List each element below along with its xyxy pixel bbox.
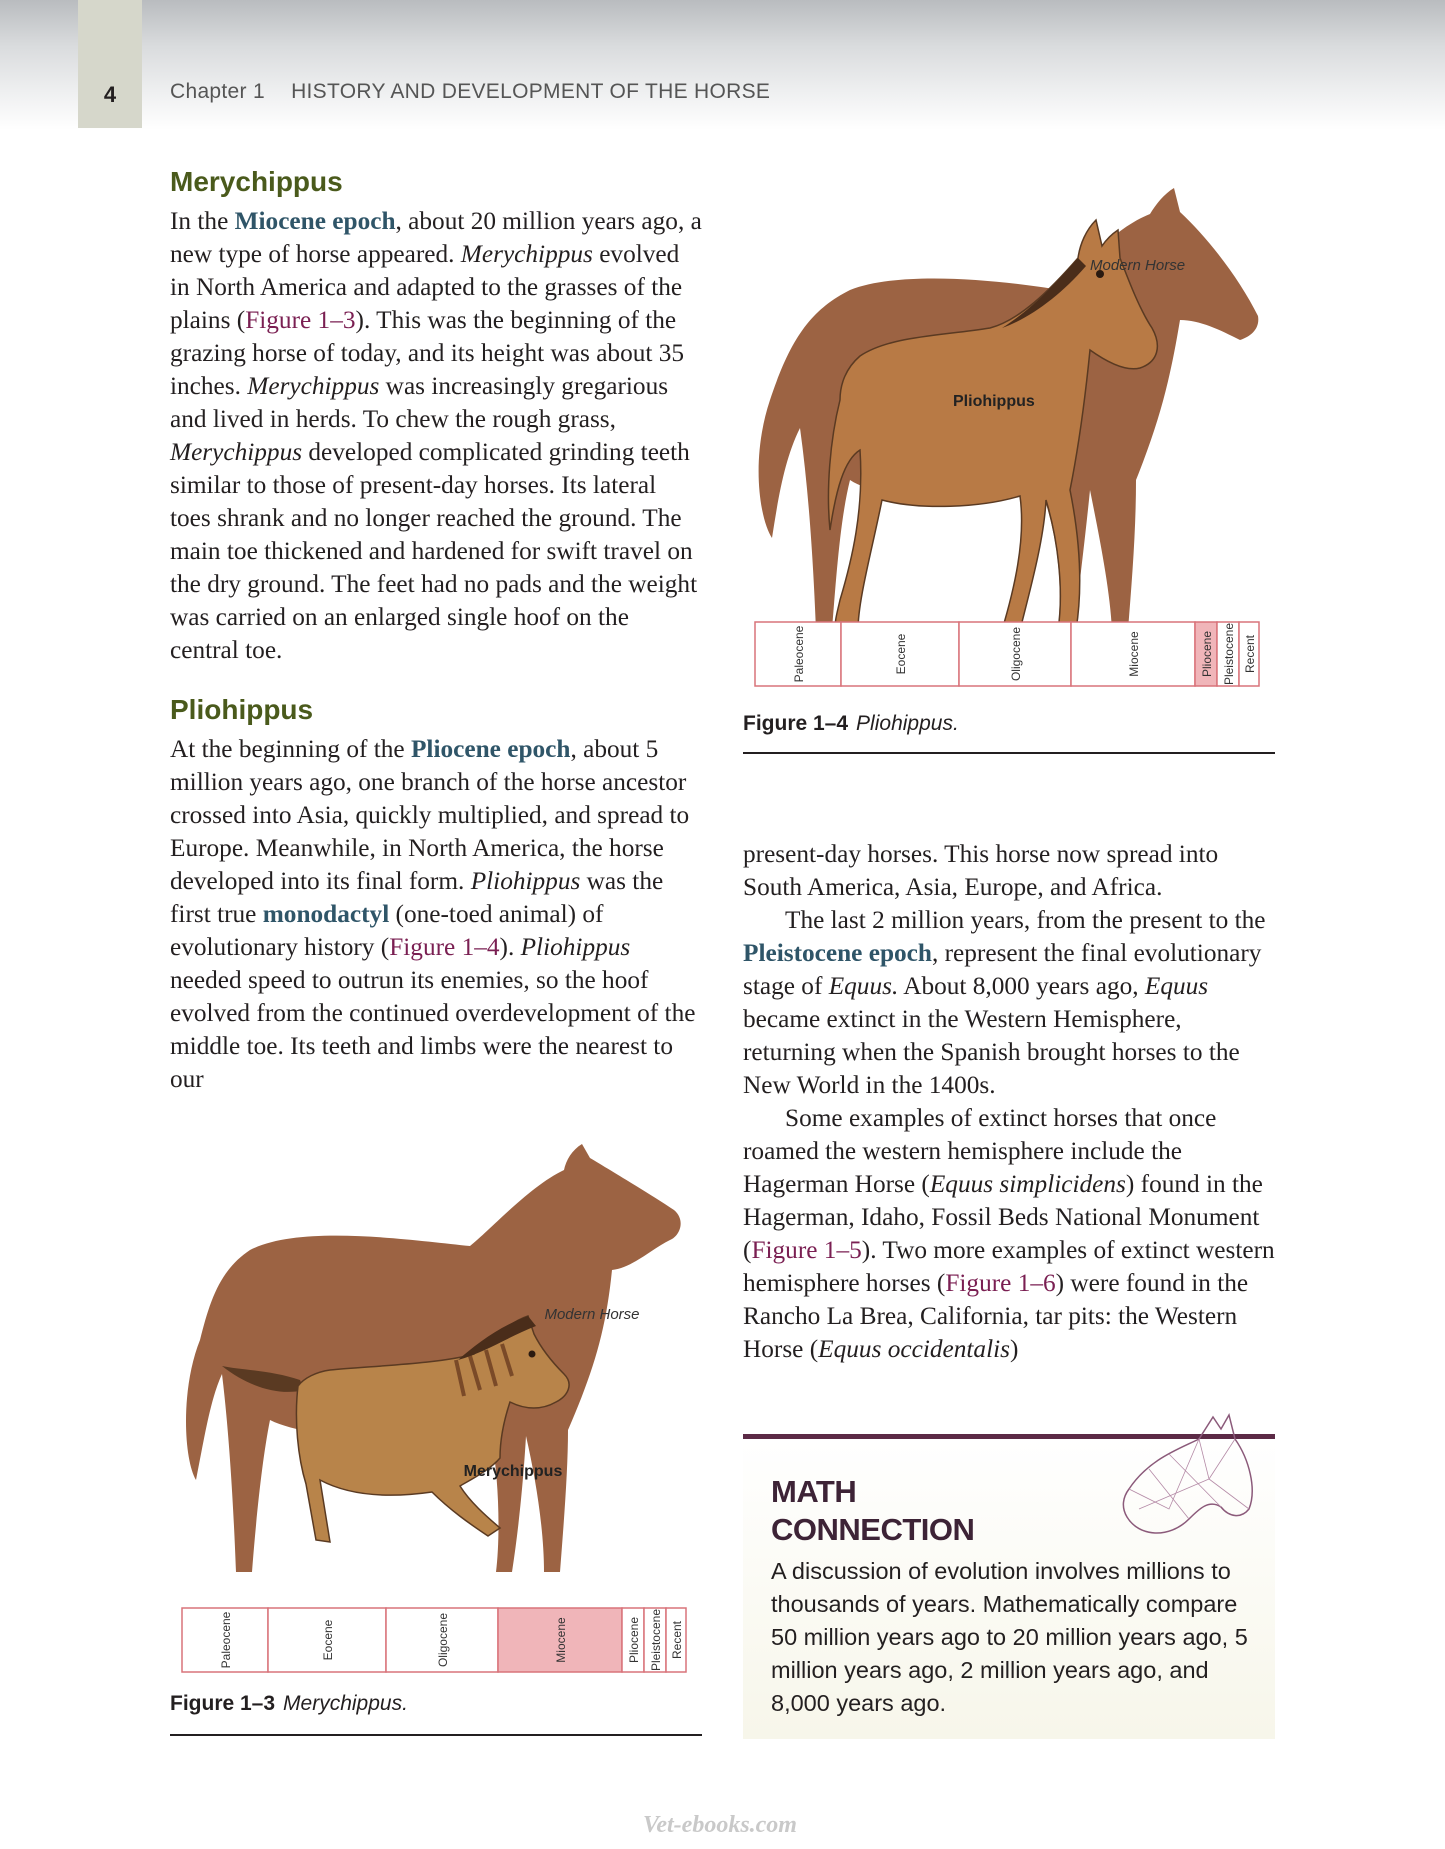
figure-1-4-caption bbox=[743, 712, 959, 736]
merychippus-heading: Merychippus bbox=[170, 166, 343, 197]
modern-horse-label: Modern Horse bbox=[1090, 257, 1186, 274]
modern-horse-label: Modern Horse bbox=[544, 1306, 640, 1323]
figure-1-3-illustration bbox=[170, 1140, 702, 1680]
chapter-label: Chapter 1 bbox=[170, 80, 265, 103]
wireframe-horse-head-icon bbox=[1109, 1409, 1259, 1549]
math-connection-box bbox=[743, 1434, 1275, 1739]
running-head bbox=[170, 80, 770, 104]
term-pleistocene: Pleistocene epoch bbox=[743, 939, 932, 967]
figure-1-3-title: Merychippus. bbox=[283, 1692, 408, 1715]
figure-1-4-number: Figure 1–4 bbox=[743, 712, 849, 735]
epoch-label-recent: Recent bbox=[1243, 634, 1257, 674]
epoch-label-recent: Recent bbox=[670, 1620, 684, 1660]
figure-1-4-rule bbox=[743, 752, 1275, 754]
epoch-label-miocene: Miocene bbox=[1127, 631, 1141, 677]
epoch-label-pleistocene: Pleistocene bbox=[649, 1608, 663, 1672]
figure-1-3 bbox=[170, 1140, 702, 1680]
epoch-label-pliocene: Pliocene bbox=[1200, 630, 1214, 678]
epoch-label-pliocene: Pliocene bbox=[627, 1616, 641, 1664]
math-connection-title: MATH CONNECTION bbox=[771, 1474, 975, 1547]
pliohippus-heading: Pliohippus bbox=[170, 694, 314, 725]
merychippus-body: In the Miocene epoch, about 20 million years ago, a new type of horse appeared. Merychippus evolved in North America and adapted to the grasses of the plains (Figure 1–3). This was the beginning of the grazing horse of today, and its height was about 35 inches. Merychippus was increasingly gregarious and lived in herds. To chew the rough grass, Merychippus developed complicated grinding teeth similar to those of present-day horses. Its lateral toes shrank and no longer reached the ground. The main toe thickened and hardened for swift travel on the dry ground. The feet had no pads and the weight was carried on an enlarged single hoof on the central toe. bbox=[170, 207, 702, 664]
figure-1-4 bbox=[740, 160, 1280, 700]
epoch-label-oligocene: Oligocene bbox=[436, 1612, 450, 1668]
modern-horse-silhouette bbox=[186, 1144, 681, 1572]
page-header bbox=[0, 0, 1445, 130]
epoch-label-paleocene: Paleocene bbox=[219, 1611, 233, 1669]
term-monodactyl: monodactyl bbox=[262, 900, 390, 928]
term-miocene: Miocene epoch bbox=[234, 207, 396, 235]
epoch-timeline bbox=[182, 1608, 686, 1672]
figure-1-3-rule bbox=[170, 1734, 702, 1736]
watermark: Vet-ebooks.com bbox=[643, 1812, 797, 1838]
figure-1-4-title: Pliohippus. bbox=[856, 712, 959, 735]
figure-link-1-6[interactable]: Figure 1–6 bbox=[945, 1269, 1056, 1297]
figure-link-1-3[interactable]: Figure 1–3 bbox=[245, 306, 356, 334]
epoch-timeline bbox=[755, 622, 1259, 686]
page-number: 4 bbox=[78, 0, 142, 128]
epoch-label-pleistocene: Pleistocene bbox=[1222, 622, 1236, 686]
figure-link-1-5[interactable]: Figure 1–5 bbox=[751, 1236, 862, 1264]
right-column-body: present-day horses. This horse now spread into South America, Asia, Europe, and Africa. The last 2 million years, from the present to the Pleistocene epoch, represent the final evolutionary stage of Equus. About 8,000 years ago, Equus became extinct in the Western Hemisphere, returning when the Spanish brought horses to the New World in the 1400s. Some examples of extinct horses that once roamed the western hemisphere include the Hagerman Horse (Equus simplicidens) found in the Hagerman, Idaho, Fossil Beds National Monument (Figure 1–5). Two more examples of extinct western hemisphere horses (Figure 1–6) were found in the Rancho La Brea, California, tar pits: the Western Horse (Equus occidentalis) bbox=[743, 840, 1275, 1363]
subject-label: Pliohippus bbox=[953, 393, 1035, 410]
figure-link-1-4[interactable]: Figure 1–4 bbox=[389, 933, 500, 961]
figure-1-4-illustration bbox=[740, 160, 1280, 700]
epoch-label-miocene: Miocene bbox=[554, 1617, 568, 1663]
epoch-label-eocene: Eocene bbox=[321, 1619, 335, 1661]
subject-label: Merychippus bbox=[463, 1463, 563, 1480]
epoch-label-paleocene: Paleocene bbox=[792, 625, 806, 683]
figure-1-3-number: Figure 1–3 bbox=[170, 1692, 276, 1715]
merychippus-eye bbox=[529, 1351, 536, 1358]
epoch-label-eocene: Eocene bbox=[894, 633, 908, 675]
pliohippus-body: At the beginning of the Pliocene epoch, about 5 million years ago, one branch of the horse ancestor crossed into Asia, quickly multiplied, and spread to Europe. Meanwhile, in North America, the horse developed into its final form. Pliohippus was the first true monodactyl (one-toed animal) of evolutionary history (Figure 1–4). Pliohippus needed speed to outrun its enemies, so the hoof evolved from the continued overdevelopment of the middle toe. Its teeth and limbs were the nearest to our bbox=[170, 735, 696, 1093]
math-connection-text: A discussion of evolution involves millions to thousands of years. Mathematically compare 50 million years ago to 20 million years ago, 5 million years ago, 2 million years ago, and 8,000 years ago. bbox=[771, 1558, 1248, 1716]
figure-1-3-caption bbox=[170, 1692, 408, 1716]
chapter-title: HISTORY AND DEVELOPMENT OF THE HORSE bbox=[291, 80, 771, 103]
epoch-label-oligocene: Oligocene bbox=[1009, 626, 1023, 682]
term-pliocene: Pliocene epoch bbox=[410, 735, 571, 763]
